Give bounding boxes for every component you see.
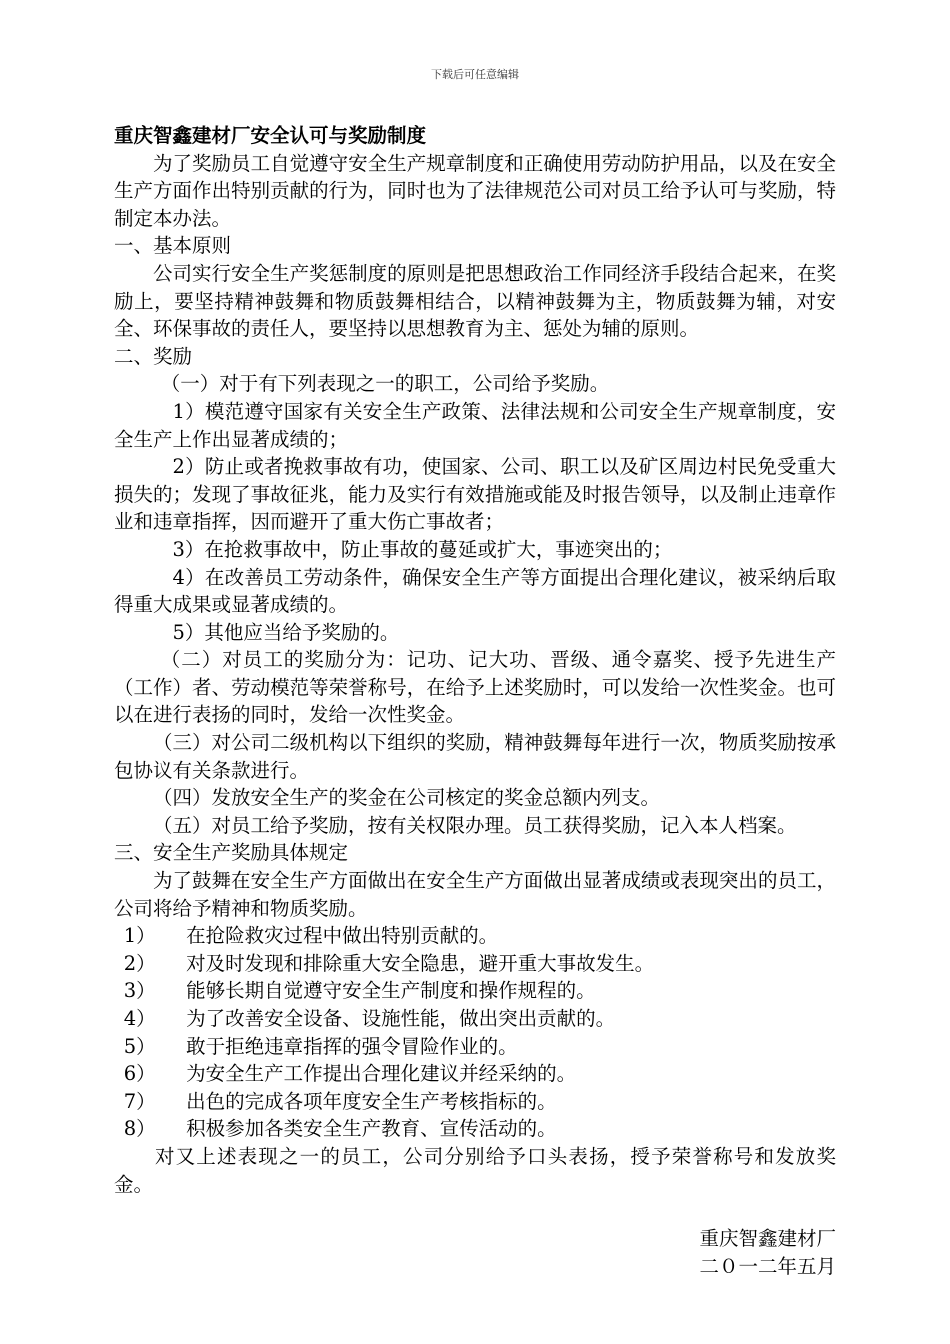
section-3-closing: 对又上述表现之一的员工，公司分别给予口头表扬，授予荣誉称号和发放奖金。 bbox=[114, 1144, 836, 1196]
item-text: 能够长期自觉遵守安全生产制度和操作规程的。 bbox=[186, 979, 596, 1003]
signature-org: 重庆智鑫建材厂 bbox=[699, 1227, 836, 1251]
section-2-item: 1）模范遵守国家有关安全生产政策、法律法规和公司安全生产规章制度，安全生产上作出显著成绩的； bbox=[114, 399, 836, 451]
section-2-item: 2）防止或者挽救事故有功，使国家、公司、职工以及矿区周边村民免受重大损失的；发现了事故征兆，能力及实行有效措施或能及时报告领导，以及制止违章作业和违章指挥，因而避开了重大伤亡事故者； bbox=[114, 455, 836, 534]
intro-paragraph: 为了奖励员工自觉遵守安全生产规章制度和正确使用劳动防护用品，以及在安全生产方面作出特别贡献的行为，同时也为了法律规范公司对员工给予认可与奖励，特制定本办法。 bbox=[114, 151, 836, 230]
signature-date: 二０一二年五月 bbox=[699, 1254, 836, 1278]
section-3-item bbox=[114, 1115, 836, 1143]
item-number: 7） bbox=[123, 1089, 156, 1113]
section-2-clause-1: （一）对于有下列表现之一的职工，公司给予奖励。 bbox=[160, 372, 610, 396]
section-1-body: 公司实行安全生产奖惩制度的原则是把思想政治工作同经济手段结合起来，在奖励上，要坚持精神鼓舞和物质鼓舞相结合，以精神鼓舞为主，物质鼓舞为辅，对安全、环保事故的责任人，要坚持以思想教育为主、惩处为辅的原则。 bbox=[114, 261, 836, 341]
section-3-item bbox=[114, 1088, 836, 1116]
item-text: 敢于拒绝违章指挥的强令冒险作业的。 bbox=[186, 1034, 518, 1058]
item-number: 8） bbox=[123, 1117, 156, 1141]
section-1-heading: 一、基本原则 bbox=[114, 234, 232, 258]
item-number: 4） bbox=[123, 1007, 156, 1030]
section-3-item bbox=[114, 1060, 836, 1088]
item-text: 为了改善安全设备、设施性能，做出突出贡献的。 bbox=[186, 1007, 616, 1030]
section-3-item bbox=[114, 950, 836, 978]
section-3-item bbox=[114, 922, 836, 950]
section-3-heading: 三、安全生产奖励具体规定 bbox=[114, 841, 349, 865]
section-2-clause-3: （三）对公司二级机构以下组织的奖励，精神鼓舞每年进行一次，物质奖励按承包协议有关条款进行。 bbox=[114, 731, 836, 782]
section-2-item: 4）在改善员工劳动条件，确保安全生产等方面提出合理化建议，被采纳后取得重大成果或显著成绩的。 bbox=[114, 565, 836, 617]
item-text: 对及时发现和排除重大安全隐患，避开重大事故发生。 bbox=[186, 951, 655, 975]
item-number: 2） bbox=[123, 951, 156, 975]
document-body bbox=[114, 122, 836, 1280]
section-2-heading: 二、奖励 bbox=[114, 344, 193, 368]
section-2-clause-4: （四）发放安全生产的奖金在公司核定的奖金总额内列支。 bbox=[153, 786, 661, 810]
item-number: 3） bbox=[123, 979, 156, 1003]
item-text: 积极参加各类安全生产教育、宣传活动的。 bbox=[186, 1117, 557, 1141]
header-note: 下载后可任意编辑 bbox=[431, 68, 519, 81]
section-3-item bbox=[114, 1005, 836, 1033]
item-number: 5） bbox=[123, 1034, 156, 1058]
item-number: 1） bbox=[123, 924, 156, 948]
section-2-clause-5: （五）对员工给予奖励，按有关权限办理。员工获得奖励，记入本人档案。 bbox=[153, 813, 797, 837]
section-3-intro: 为了鼓舞在安全生产方面做出在安全生产方面做出显著成绩或表现突出的员工，公司将给予精神和物质奖励。 bbox=[114, 869, 836, 920]
item-text: 在抢险救灾过程中做出特别贡献的。 bbox=[186, 924, 499, 948]
section-2-item: 3）在抢救事故中，防止事故的蔓延或扩大，事迹突出的； bbox=[172, 537, 673, 561]
item-text: 出色的完成各项年度安全生产考核指标的。 bbox=[186, 1089, 557, 1113]
item-text: 为安全生产工作提出合理化建议并经采纳的。 bbox=[186, 1062, 577, 1086]
section-3-item bbox=[114, 977, 836, 1005]
item-number: 6） bbox=[123, 1062, 156, 1086]
signature-block bbox=[114, 1225, 836, 1280]
document-title: 重庆智鑫建材厂安全认可与奖励制度 bbox=[114, 124, 427, 147]
section-2-item: 5）其他应当给予奖励的。 bbox=[172, 620, 400, 644]
section-3-item bbox=[114, 1033, 836, 1061]
section-2-clause-2: （二）对员工的奖励分为：记功、记大功、晋级、通令嘉奖、授予先进生产（工作）者、劳动模范等荣誉称号，在给予上述奖励时，可以发给一次性奖金。也可以在进行表扬的同时，发给一次性奖金。 bbox=[114, 648, 836, 727]
